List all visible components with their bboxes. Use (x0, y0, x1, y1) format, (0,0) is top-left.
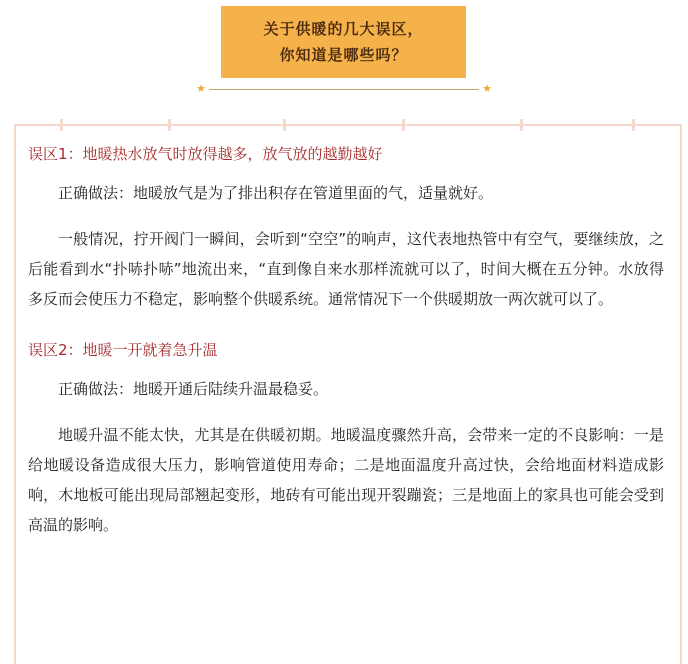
star-icon: ★ (482, 82, 492, 95)
card-tick (283, 119, 286, 131)
card-tick (520, 119, 523, 131)
title-line-2: 你知道是哪些吗？ (279, 46, 408, 64)
card-tick (632, 119, 635, 131)
article-body (28, 140, 664, 540)
section-1-detail: 一般情况，拧开阀门一瞬间，会听到“空空”的响声，这代表地热管中有空气，要继续放，之后能看到水“扑哧扑哧”地流出来，“直到像自来水那样流就可以了，时间大概在五分钟。水放得多反而会使压力不稳定，影响整个供暖系统。通常情况下一个供暖期放一两次就可以了。 (28, 230, 664, 308)
star-icon: ★ (196, 82, 206, 95)
card-tick (60, 119, 63, 131)
divider-line (209, 89, 479, 90)
title-banner (221, 6, 466, 78)
section-heading-2: 误区2：地暖一开就着急升温 (28, 341, 218, 359)
card-tick (402, 119, 405, 131)
section-heading-1: 误区1：地暖热水放气时放得越多，放气放的越勤越好 (28, 145, 383, 163)
title-divider (195, 84, 493, 96)
section-2-detail: 地暖升温不能太快，尤其是在供暖初期。地暖温度骤然升高，会带来一定的不良影响：一是给地暖设备造成很大压力，影响管道使用寿命；二是地面温度升高过快，会给地面材料造成影响，木地板可能出现局部翘起变形，地砖有可能出现开裂蹦瓷；三是地面上的家具也可能会受到高温的影响。 (28, 426, 664, 534)
card-tick (168, 119, 171, 131)
section-1-correct: 正确做法：地暖放气是为了排出积存在管道里面的气，适量就好。 (58, 184, 494, 202)
title-line-1: 关于供暖的几大误区， (263, 20, 424, 38)
section-2-correct: 正确做法：地暖开通后陆续升温最稳妥。 (58, 380, 329, 398)
